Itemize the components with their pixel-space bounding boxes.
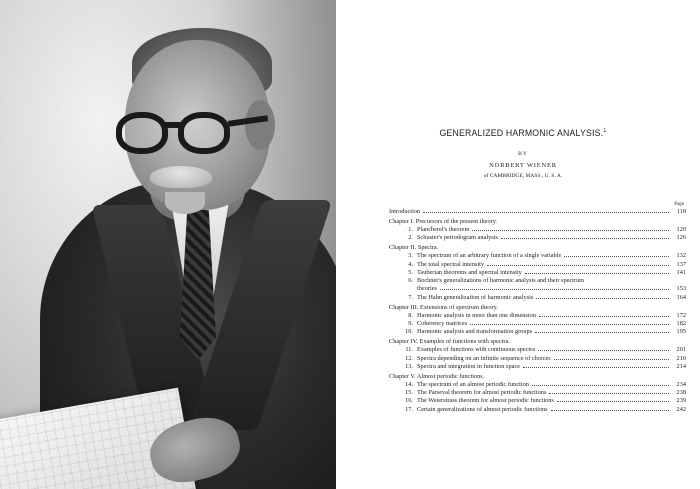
author-affiliation: of CAMBRIDGE, MASS., U. S. A.: [483, 173, 563, 179]
toc-entry-number: 11.: [405, 346, 413, 354]
toc-entry-text: Chapter II. Spectra.: [389, 244, 439, 252]
byline-label: BY: [518, 151, 528, 157]
toc-entry: [389, 312, 686, 320]
toc-page-number: 195: [676, 328, 686, 336]
photo-glasses-bridge: [165, 122, 181, 128]
toc-entry: [389, 346, 686, 354]
toc-dot-leader: [440, 289, 669, 290]
toc-entry: [389, 397, 686, 405]
toc-entry-text: Harmonic analysis in more than one dimension: [417, 311, 536, 319]
toc-entry-number: 1.: [408, 226, 413, 234]
toc-chapter-heading: [389, 373, 686, 381]
toc-entry-text: Tauberian theorems and spectral intensity: [417, 268, 522, 276]
toc-entry: [389, 381, 686, 389]
toc-entry-text: Plancherel's theorem: [417, 226, 470, 234]
toc-entry-number: 7.: [408, 293, 413, 301]
toc-dot-leader: [501, 238, 669, 239]
toc-dot-leader: [564, 256, 669, 257]
toc-dot-leader: [487, 265, 669, 266]
toc-entry: [389, 389, 686, 397]
toc-entry-number: 13.: [405, 362, 413, 370]
toc-entry-text: theories: [417, 285, 437, 293]
toc-entry-text: Chapter I. Precursors of the present theory.: [389, 217, 498, 225]
toc-entry-text: The spectrum of an arbitrary function of a single variable: [417, 252, 562, 260]
toc-entry-number: 10.: [405, 328, 413, 336]
toc-entry-number: 5.: [408, 268, 413, 276]
toc-entry-text: The spectrum of an almost periodic function: [417, 380, 529, 388]
toc-chapter-heading: [389, 304, 686, 312]
toc-entry-text: Harmonic analysis and transformation groups: [417, 328, 533, 336]
toc-page-number: 239: [676, 397, 686, 405]
toc-page-number: 242: [676, 405, 686, 413]
toc-entry: [389, 320, 686, 328]
photo-glasses-right-lens: [178, 112, 230, 154]
toc-page-number: 164: [676, 293, 686, 301]
toc-entry-number: 12.: [405, 354, 413, 362]
toc-entry: [389, 363, 686, 371]
toc-dot-leader: [532, 385, 669, 386]
toc-entry-text: Introduction: [389, 208, 421, 215]
toc-dot-leader: [554, 359, 669, 360]
toc-page-number: 153: [676, 285, 686, 293]
toc-page-number: 214: [676, 362, 686, 370]
toc-entry-text: The Hahn generalization of harmonic analysis: [417, 293, 534, 301]
document-title: [360, 128, 686, 139]
toc-dot-leader: [539, 316, 669, 317]
toc-chapter-heading: [389, 218, 686, 226]
toc-page-number: 182: [676, 320, 686, 328]
toc-entry: [389, 277, 686, 285]
toc-dot-leader: [525, 273, 669, 274]
toc-entry: [389, 285, 686, 293]
toc-entry: [389, 261, 686, 269]
toc-dot-leader: [535, 332, 669, 333]
title-footnote-mark: 1: [603, 128, 607, 134]
toc-entry-text: Certain generalizations of almost periodic functions: [417, 405, 548, 413]
toc-page-number: 210: [676, 354, 686, 362]
toc-dot-leader: [557, 401, 669, 402]
toc-entry: [389, 269, 686, 277]
toc-entry-number: 3.: [408, 252, 413, 260]
toc-entry-number: 9.: [408, 320, 413, 328]
toc-chapter-heading: [389, 244, 686, 252]
photo-glasses-left-lens: [116, 112, 168, 154]
toc-entry-text: Coherency matrices: [417, 320, 468, 328]
document-title-text: GENERALIZED HARMONIC ANALYSIS.: [439, 128, 604, 140]
toc-entry: [389, 226, 686, 234]
toc-entry-text: Chapter IV. Examples of functions with spectra.: [389, 338, 510, 346]
toc-page-column-header: Page: [674, 202, 684, 207]
toc-dot-leader: [538, 350, 669, 351]
toc-page-number: 118: [676, 208, 686, 215]
portrait-photo: [0, 0, 336, 489]
toc-entry-text: Spectra depending on an infinite sequence of choices: [417, 354, 551, 362]
toc-entry-text: The Weierstrass theorem for almost periodic functions: [417, 397, 554, 405]
toc-entry: [389, 406, 686, 414]
toc-entry-number: 17.: [405, 405, 413, 413]
toc-dot-leader: [523, 367, 669, 368]
toc-entry-text: The Parseval theorem for almost periodic functions: [417, 389, 547, 397]
toc-page-number: 238: [676, 389, 686, 397]
toc-page-number: 172: [676, 311, 686, 319]
toc-dot-leader: [423, 212, 669, 213]
toc-entry-text: Examples of functions with continuous spectra: [417, 346, 536, 354]
document-page: [346, 0, 700, 489]
toc-page-number: 141: [676, 268, 686, 276]
toc-dot-leader: [536, 298, 669, 299]
toc-dot-leader: [472, 230, 669, 231]
toc-entry-text: Chapter III. Extensions of spectrum theory.: [389, 303, 498, 311]
toc-entry-number: 16.: [405, 397, 413, 405]
toc-entry-text: Spectra and integration in function space: [417, 362, 520, 370]
toc-entry-text: The total spectral intensity: [417, 260, 484, 268]
toc-page-number: 120: [676, 226, 686, 234]
toc-entry-number: 2.: [408, 234, 413, 242]
toc-entry-number: 8.: [408, 311, 413, 319]
photo-ear: [245, 100, 275, 150]
toc-entry: [389, 355, 686, 363]
toc-entry-text: Bochner's generalizations of harmonic analysis and their spectrum: [417, 277, 585, 285]
toc-page-number: 132: [676, 252, 686, 260]
toc-entry: [389, 208, 686, 216]
toc-entry-number: 15.: [405, 389, 413, 397]
photo-mustache: [150, 166, 212, 188]
toc-entry-number: 6.: [408, 277, 413, 285]
toc-entry: [389, 328, 686, 336]
table-of-contents: [389, 202, 686, 414]
author-name: NORBERT WIENER: [489, 162, 557, 169]
toc-page-number: 126: [676, 234, 686, 242]
toc-entry-number: 4.: [408, 260, 413, 268]
toc-entry: [389, 252, 686, 260]
toc-dot-leader: [470, 324, 669, 325]
toc-chapter-heading: [389, 338, 686, 346]
toc-page-number: 201: [676, 346, 686, 354]
toc-entry-number: 14.: [405, 380, 413, 388]
toc-entry-text: Schuster's periodogram analysis: [417, 234, 498, 242]
toc-page-number: 234: [676, 380, 686, 388]
toc-dot-leader: [549, 393, 669, 394]
photo-chin-beard: [165, 192, 205, 214]
toc-entry: [389, 294, 686, 302]
toc-page-number: 137: [676, 260, 686, 268]
toc-entry: [389, 234, 686, 242]
toc-dot-leader: [551, 410, 669, 411]
toc-entry-text: Chapter V. Almost periodic functions.: [389, 372, 485, 380]
